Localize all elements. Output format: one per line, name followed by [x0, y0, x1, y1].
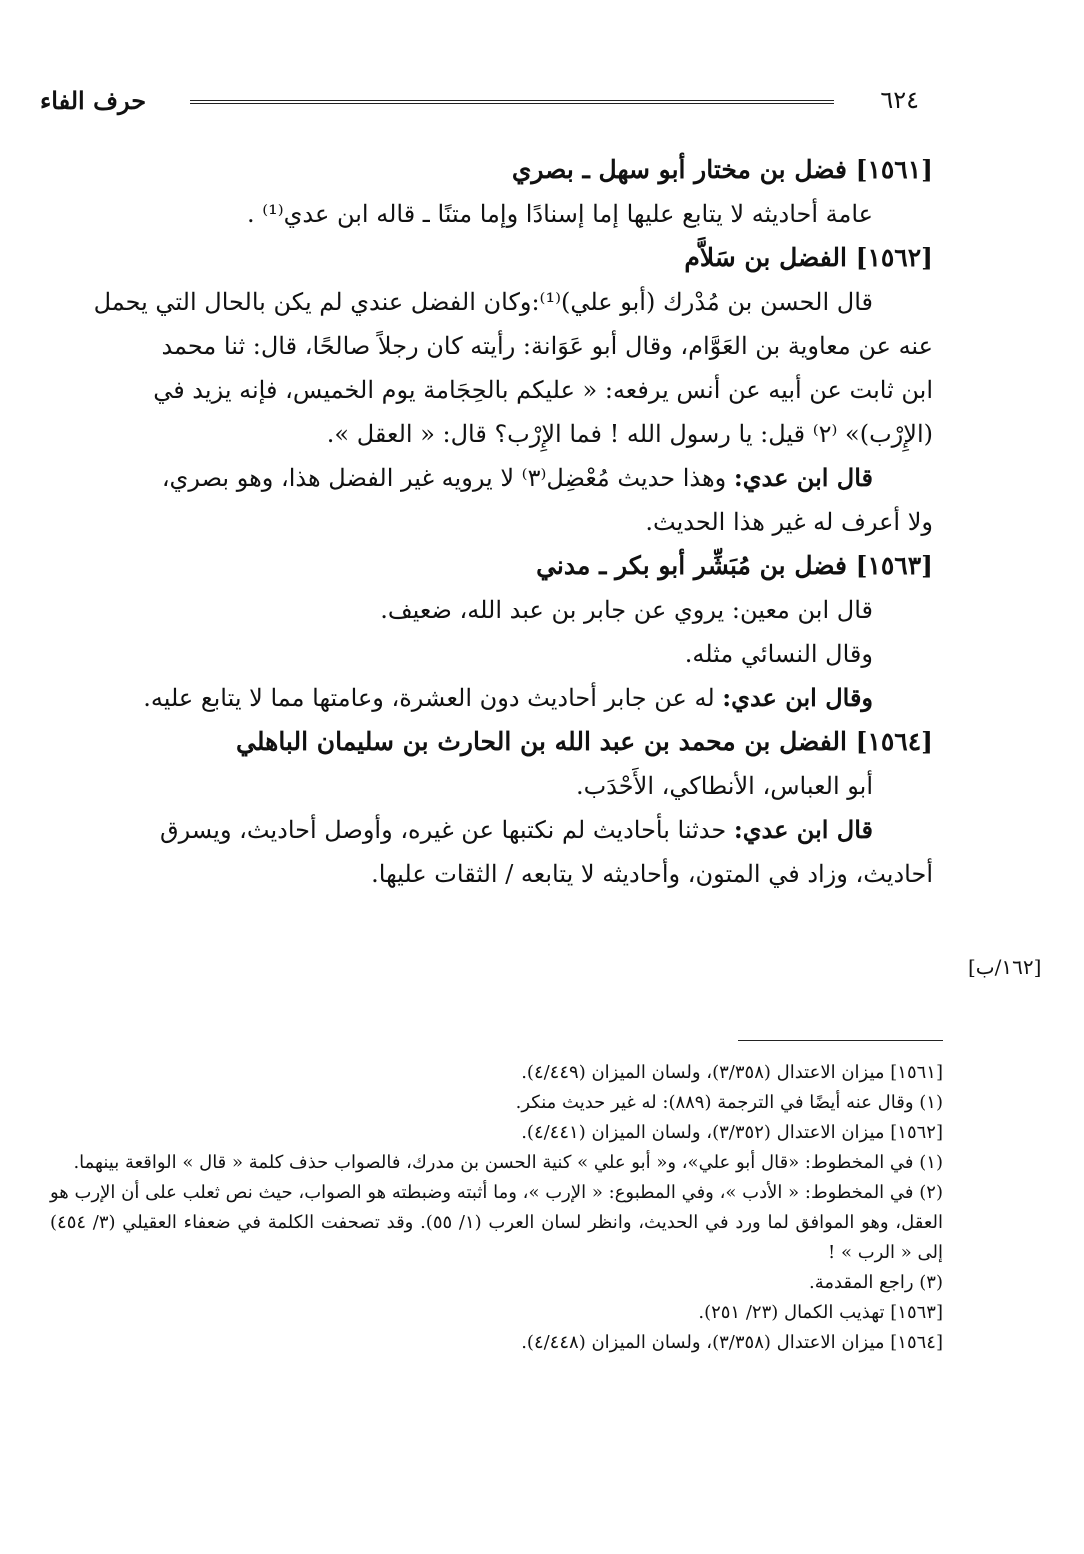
speaker-label: وقال ابن عدي: [722, 683, 873, 712]
entry-line: أبو العباس، الأنطاكي، الأَحْدَب. [575, 772, 873, 800]
entry-heading-1561: [١٥٦١] فضل بن مختار أبو سهل ـ بصري [511, 155, 933, 184]
entry-line: قال ابن معين: يروي عن جابر بن عبد الله، ضعيف. [380, 596, 873, 624]
entry-line: عنه عن معاوية بن العَوَّام، وقال أبو عَوَانة: رأيته كان رجلاً صالحًا، قال: ثنا محمد [161, 332, 933, 360]
entry-heading-1562: [١٥٦٢] الفضل بن سَلاَّم [684, 243, 933, 272]
entry-line: وقال النسائي مثله. [684, 640, 873, 668]
entry-heading-1563: [١٥٦٣] فضل بن مُبَشِّر أبو بكر ـ مدني [536, 551, 933, 580]
entry-line: أحاديث، وزاد في المتون، وأحاديثه لا يتابعه / الثقات عليها. [371, 860, 933, 888]
entry-heading-1564: [١٥٦٤] الفضل بن محمد بن عبد الله بن الحارث بن سليمان الباهلي [236, 727, 933, 756]
footnote: [١٥٦٤] ميزان الاعتدال (٣/٣٥٨)، ولسان الميزان (٤/٤٤٨). [521, 1332, 943, 1353]
entry-line: ولا أعرف له غير هذا الحديث. [645, 508, 933, 536]
page-header [40, 86, 1044, 122]
speaker-line [60, 676, 933, 720]
footnote: (٣) راجع المقدمة. [808, 1272, 943, 1293]
footnote: (١) وقال عنه أيضًا في الترجمة (٨٨٩): له غير حديث منكر. [515, 1092, 943, 1113]
footnote: (١) في المخطوط: «قال أبو علي»، و« أبو علي » كنية الحسن بن مدرك، فالصواب حذف كلمة « قال » الواقعة بينهما. [73, 1152, 943, 1173]
footnotes [50, 1058, 943, 1358]
page-number: ٦٢٤ [880, 86, 919, 114]
speaker-text: له عن جابر أحاديث دون العشرة، وعامتها مما لا يتابع عليه. [143, 684, 715, 712]
main-text [60, 148, 933, 896]
footnote-rule [738, 1040, 943, 1041]
speaker-label: قال ابن عدي: [733, 815, 873, 844]
entry-line: (الإِرْب)» ⁽٢⁾ قيل: يا رسول الله ! فما الإِرْب؟ قال: « العقل ». [326, 420, 933, 448]
entry-line: ابن ثابت عن أبيه عن أنس يرفعه: « عليكم بالحِجَامة يوم الخميس، فإنه يزيد في [153, 376, 933, 404]
footnote: [١٥٦٢] ميزان الاعتدال (٣/٣٥٢)، ولسان الميزان (٤/٤٤١). [521, 1122, 943, 1143]
footnote: (٢) في المخطوط: « الأدب »، وفي المطبوع: « الإرب »، وما أثبته وضبطته هو الصواب، حيث نص ثعلب على أن الإرب هو العقل، وهو الموافق لما ورد في الحديث، وانظر لسان العرب (١/ ٥٥). وقد تصحفت الكلمة في ضعفاء العقيلي (٣/ ٤٥٤) إلى « الرب » ! [50, 1182, 943, 1263]
entry-line: عامة أحاديثه لا يتابع عليها إما إسنادًا وإما متنًا ـ قاله ابن عدي⁽¹⁾ . [246, 200, 873, 228]
speaker-label: قال ابن عدي: [733, 463, 873, 492]
manuscript-folio-ref: [١٦٢/ب] [968, 955, 1042, 979]
chapter-title: حرف الفاء [40, 86, 147, 115]
footnote: [١٥٦٣] تهذيب الكمال (٢٣/ ٢٥١). [698, 1302, 943, 1323]
speaker-text: وهذا حديث مُعْضِل⁽٣⁾ لا يرويه غير الفضل هذا، وهو بصري، [161, 464, 727, 492]
header-rule [190, 100, 834, 104]
speaker-line [60, 456, 933, 500]
speaker-line [60, 808, 933, 852]
footnote: [١٥٦١] ميزان الاعتدال (٣/٣٥٨)، ولسان الميزان (٤/٤٤٩). [521, 1062, 943, 1083]
speaker-text: حدثنا بأحاديث لم نكتبها عن غيره، وأوصل أحاديث، ويسرق [159, 816, 727, 844]
entry-line: قال الحسن بن مُدْرك (أبو علي)⁽¹⁾:وكان الفضل عندي لم يكن بالحال التي يحمل [93, 288, 873, 316]
